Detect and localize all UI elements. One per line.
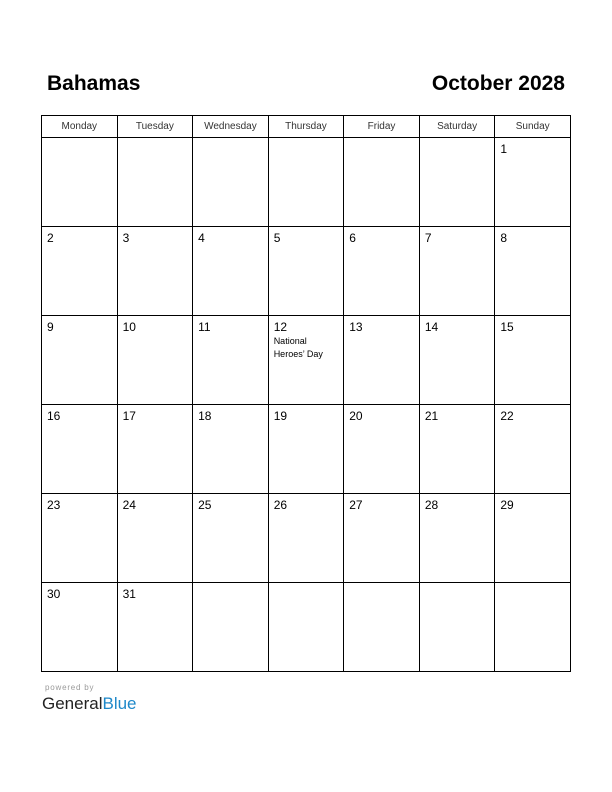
weekday-header: Saturday: [419, 116, 495, 138]
week-row: [42, 316, 571, 405]
week-row: [42, 494, 571, 583]
month-year-title: October 2028: [431, 72, 565, 95]
day-number: 5: [273, 231, 281, 245]
holiday-label: National Heroes’ Day: [273, 336, 323, 359]
day-cell: [495, 316, 571, 405]
day-number: 23: [47, 498, 61, 512]
day-number: 1: [500, 142, 508, 156]
day-number: 10: [122, 320, 136, 334]
day-cell: [42, 138, 118, 227]
day-cell: [495, 138, 571, 227]
day-cell: [495, 227, 571, 316]
day-number: 26: [273, 498, 288, 512]
day-number: 25: [198, 498, 212, 512]
day-cell: [419, 583, 495, 672]
day-number: [193, 583, 268, 588]
day-number: 21: [424, 409, 439, 423]
day-number: [420, 138, 495, 143]
week-row: [42, 227, 571, 316]
day-cell: [42, 227, 118, 316]
day-number: 19: [273, 409, 288, 423]
day-number: [193, 138, 268, 143]
day-cell: [268, 138, 344, 227]
day-cell: [268, 494, 344, 583]
day-number: 4: [198, 231, 205, 245]
day-number: 15: [500, 320, 514, 334]
weekday-header: Thursday: [268, 116, 344, 138]
day-number: 14: [424, 320, 439, 334]
day-number: [420, 583, 495, 588]
day-cell: [117, 316, 193, 405]
day-number: 22: [500, 409, 514, 423]
day-cell: [344, 138, 420, 227]
day-cell: [344, 494, 420, 583]
day-cell: [344, 405, 420, 494]
day-cell: [193, 138, 269, 227]
day-cell: [117, 138, 193, 227]
day-cell: [117, 583, 193, 672]
brand-part2: Blue: [102, 694, 137, 713]
day-number: 8: [500, 231, 508, 245]
day-number: 24: [122, 498, 136, 512]
day-cell: [42, 316, 118, 405]
day-number: 18: [198, 409, 212, 423]
week-row: [42, 138, 571, 227]
day-cell: [193, 405, 269, 494]
day-cell: [495, 405, 571, 494]
day-number: 30: [47, 587, 61, 601]
day-number: [269, 138, 344, 143]
day-number: 31: [122, 587, 136, 601]
day-cell: [344, 316, 420, 405]
day-cell: [268, 316, 344, 405]
weekday-header: Wednesday: [193, 116, 269, 138]
day-number: 16: [47, 409, 61, 423]
day-cell: [42, 583, 118, 672]
day-cell: [42, 405, 118, 494]
day-number: 13: [349, 320, 363, 334]
day-number: 3: [122, 231, 130, 245]
day-cell: [344, 583, 420, 672]
day-cell: [117, 405, 193, 494]
weekday-header: Friday: [344, 116, 420, 138]
day-number: [42, 138, 117, 143]
day-cell: [193, 227, 269, 316]
weekday-header: Tuesday: [117, 116, 193, 138]
day-cell: [419, 405, 495, 494]
country-title: Bahamas: [47, 72, 141, 95]
day-cell: [419, 494, 495, 583]
day-number: 9: [47, 320, 54, 334]
day-number: [118, 138, 193, 143]
day-cell: [193, 494, 269, 583]
day-number: [344, 583, 419, 588]
day-number: [495, 583, 570, 588]
weekday-header: Sunday: [495, 116, 571, 138]
day-cell: [495, 583, 571, 672]
day-cell: [344, 227, 420, 316]
day-number: 12: [273, 320, 288, 334]
day-number: [344, 138, 419, 143]
powered-by-label: powered by: [45, 683, 95, 692]
day-number: 11: [198, 320, 211, 334]
day-number: 27: [349, 498, 363, 512]
day-cell: [419, 138, 495, 227]
day-cell: [268, 583, 344, 672]
day-number: [269, 583, 344, 588]
day-cell: [268, 227, 344, 316]
day-number: 20: [349, 409, 363, 423]
day-cell: [117, 227, 193, 316]
day-cell: [117, 494, 193, 583]
day-number: 6: [349, 231, 356, 245]
day-number: 7: [424, 231, 432, 245]
day-cell: [495, 494, 571, 583]
day-number: 29: [500, 498, 514, 512]
day-number: 28: [424, 498, 439, 512]
week-row: [42, 405, 571, 494]
week-row: [42, 583, 571, 672]
generalblue-logo: [42, 694, 137, 714]
brand-part1: General: [42, 694, 103, 713]
day-cell: [42, 494, 118, 583]
day-cell: [193, 316, 269, 405]
calendar-grid: [41, 115, 571, 672]
day-number: 2: [47, 231, 54, 245]
day-cell: [193, 583, 269, 672]
day-cell: [419, 316, 495, 405]
day-cell: [268, 405, 344, 494]
day-cell: [419, 227, 495, 316]
day-number: 17: [122, 409, 136, 423]
weekday-header: Monday: [42, 116, 118, 138]
weekday-header-row: [42, 116, 571, 138]
